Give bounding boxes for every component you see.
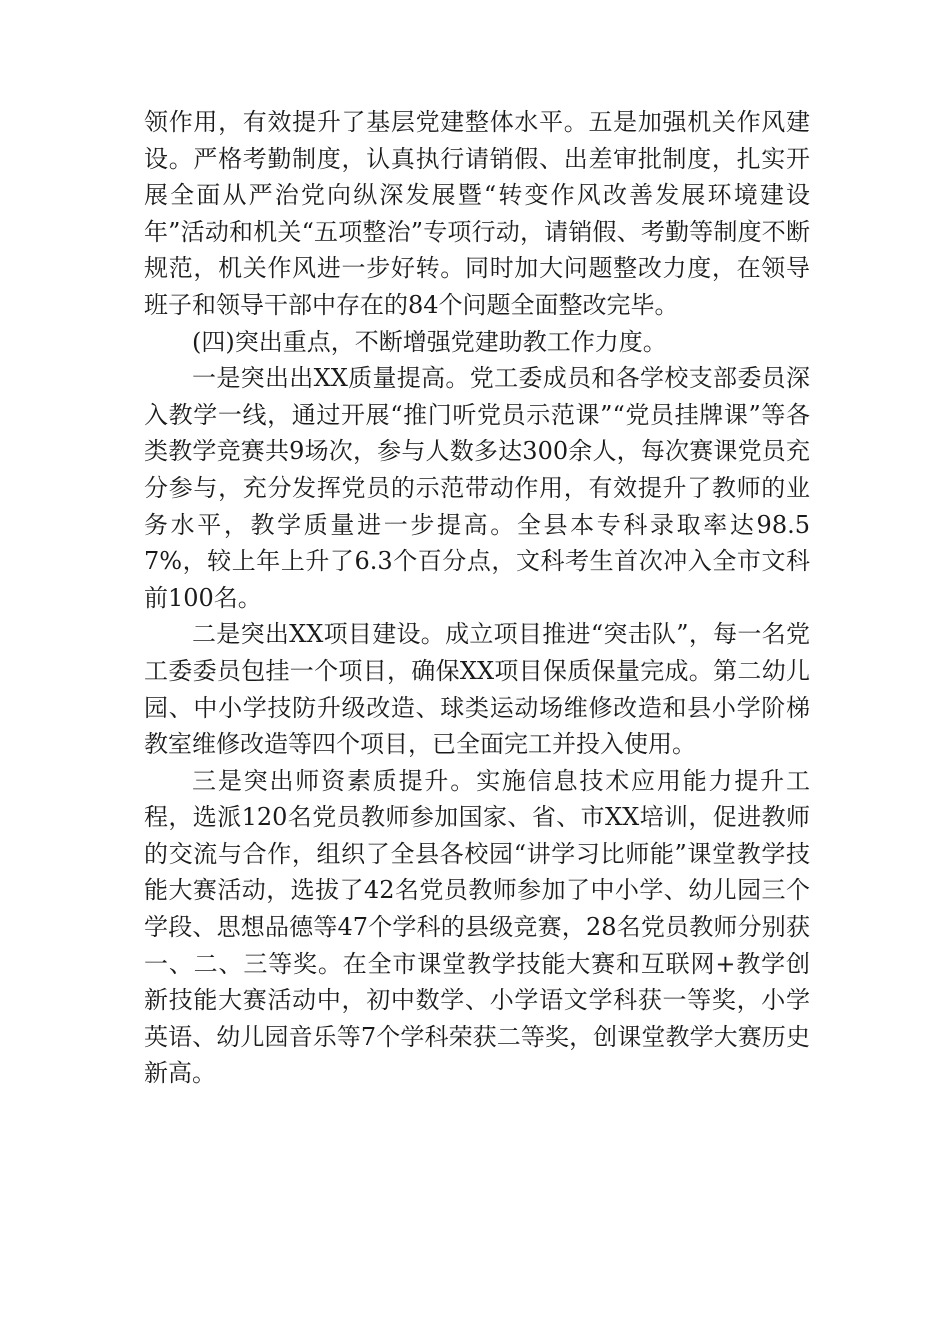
- section-heading: (四)突出重点，不断增强党建助教工作力度。: [192, 327, 667, 356]
- document-body: [144, 104, 810, 1092]
- paragraph-continuation: 领作用，有效提升了基层党建整体水平。五是加强机关作风建设。严格考勤制度，认真执行请销假、出差审批制度，扎实开展全面从严治党向纵深发展暨“转变作风改善发展环境建设年”活动和机关“五项整治”专项行动，请销假、考勤等制度不断规范，机关作风进一步好转。同时加大问题整改力度，在领导班子和领导干部中存在的84个问题全面整改完毕。: [144, 108, 810, 319]
- paragraph-projects: 二是突出XX项目建设。成立项目推进“突击队”，每一名党工委委员包挂一个项目，确保XX项目保质保量完成。第二幼儿园、中小学技防升级改造、球类运动场维修改造和县小学阶梯教室维修改造等四个项目，已全面完工并投入使用。: [144, 620, 810, 759]
- paragraph-teachers: 三是突出师资素质提升。实施信息技术应用能力提升工程，选派120名党员教师参加国家、省、市XX培训，促进教师的交流与合作，组织了全县各校园“讲学习比师能”课堂教学技能大赛活动，选拔了42名党员教师参加了中小学、幼儿园三个学段、思想品德等47个学科的县级竞赛，28名党员教师分别获一、二、三等奖。在全市课堂教学技能大赛和互联网+教学创新技能大赛活动中，初中数学、小学语文学科获一等奖，小学英语、幼儿园音乐等7个学科荣获二等奖，创课堂教学大赛历史新高。: [144, 766, 810, 1088]
- paragraph-quality: 一是突出出XX质量提高。党工委成员和各学校支部委员深入教学一线，通过开展“推门听党员示范课”“党员挂牌课”等各类教学竞赛共9场次，参与人数多达300余人，每次赛课党员充分参与，充分发挥党员的示范带动作用，有效提升了教师的业务水平，教学质量进一步提高。全县本专科录取率达98.57%，较上年上升了6.3个百分点，文科考生首次冲入全市文科前100名。: [144, 364, 810, 612]
